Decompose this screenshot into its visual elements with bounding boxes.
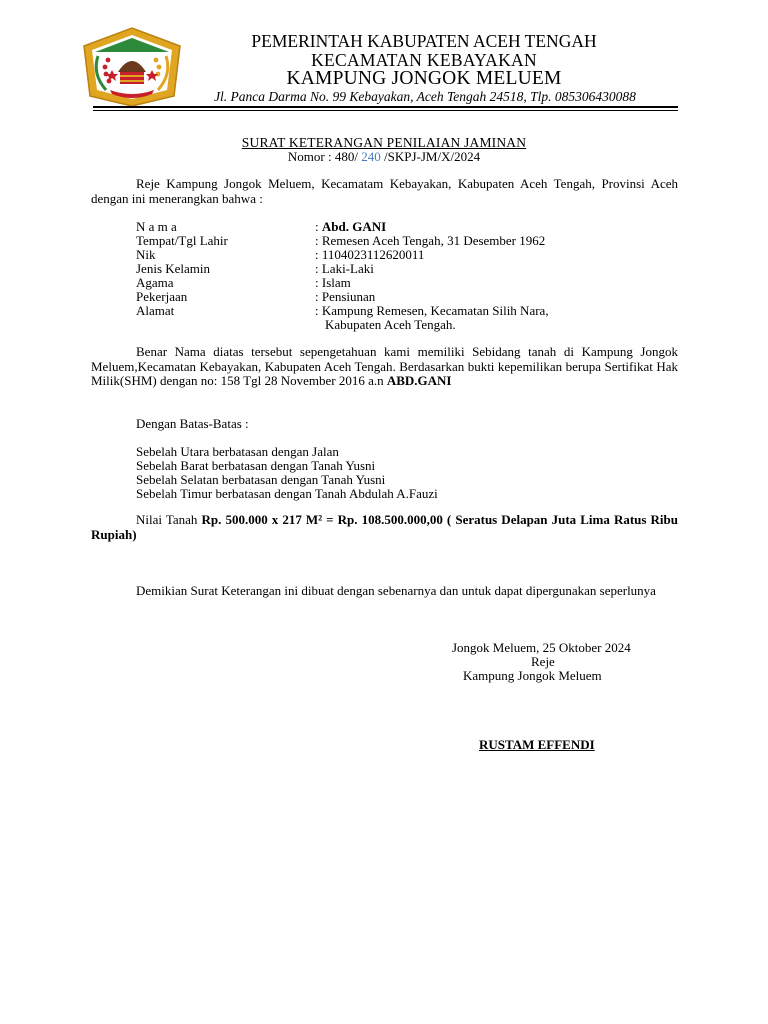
field-value-address-cont: Kabupaten Aceh Tengah. xyxy=(325,317,456,332)
signature-place-date: Jongok Meluem, 25 Oktober 2024 xyxy=(452,640,631,655)
land-value-prefix: Nilai Tanah xyxy=(136,512,202,527)
field-value-gender: : Laki-Laki xyxy=(315,261,374,276)
field-label-nama: N a m a xyxy=(136,219,177,234)
boundary-south: Sebelah Selatan berbatasan dengan Tanah Yusni xyxy=(136,472,386,487)
field-label-gender: Jenis Kelamin xyxy=(136,261,211,276)
letterhead-rule-thin xyxy=(93,110,678,111)
ownership-owner: ABD.GANI xyxy=(386,373,452,389)
letterhead-district: KECAMATAN KEBAYAKAN xyxy=(311,50,537,70)
field-label-nik: Nik xyxy=(136,247,156,262)
letter-number-prefix: Nomor : 480/ xyxy=(287,149,362,164)
letter-number-suffix: /SKPJ-JM/X/2024 xyxy=(380,149,481,164)
letter-title: SURAT KETERANGAN PENILAIAN JAMINAN xyxy=(241,135,527,150)
field-label-religion: Agama xyxy=(136,275,174,290)
intro-paragraph: Reje Kampung Jongok Meluem, Kecamatam Kebayakan, Kabupaten Aceh Tengah, Provinsi Aceh dengan ini menerangkan bahwa : xyxy=(91,176,678,206)
land-value-amount: Rp. 500.000 x 217 M² = Rp. 108.500.000,00 ( Seratus Delapan Juta Lima Ratus Ribu Rupiah) xyxy=(91,512,678,542)
letterhead-rule-thick xyxy=(93,106,678,108)
field-label-address: Alamat xyxy=(136,303,175,318)
signature-office: Kampung Jongok Meluem xyxy=(463,668,602,683)
field-value-nama-bold: Abd. GANI xyxy=(321,219,387,234)
boundary-west: Sebelah Barat berbatasan dengan Tanah Yusni xyxy=(136,458,376,473)
field-value-job: : Pensiunan xyxy=(315,289,376,304)
field-value-ttl: : Remesen Aceh Tengah, 31 Desember 1962 xyxy=(315,233,546,248)
ownership-text: Benar Nama diatas tersebut sepengetahuan kami memiliki Sebidang tanah di Kampung Jongok Meluem,Kecamatan Kebayakan, Kabupaten Aceh Tengah. Berdasarkan bukti kepemilikan berupa Sertifikat Hak Milik(SHM) dengan no: 158 Tgl 28 November 2016 a.n xyxy=(91,344,678,389)
field-value-religion: : Islam xyxy=(315,275,351,290)
boundary-east: Sebelah Timur berbatasan dengan Tanah Abdulah A.Fauzi xyxy=(136,486,438,501)
closing-paragraph: Demikian Surat Keterangan ini dibuat dengan sebenarnya dan untuk dapat dipergunakan seperlunya xyxy=(136,583,656,598)
field-label-ttl: Tempat/Tgl Lahir xyxy=(136,233,228,248)
land-value-paragraph xyxy=(91,513,678,542)
boundaries-heading: Dengan Batas-Batas : xyxy=(136,416,249,431)
ownership-paragraph xyxy=(91,345,678,389)
letterhead-village: KAMPUNG JONGOK MELUEM xyxy=(286,68,562,89)
field-label-job: Pekerjaan xyxy=(136,289,188,304)
boundary-north: Sebelah Utara berbatasan dengan Jalan xyxy=(136,444,339,459)
letter-number xyxy=(90,149,678,165)
signatory-name: RUSTAM EFFENDI xyxy=(479,737,595,752)
field-value-nik: : 1104023112620011 xyxy=(315,247,425,262)
field-value-address: : Kampung Remesen, Kecamatan Silih Nara, xyxy=(315,303,549,318)
letterhead-address: Jl. Panca Darma No. 99 Kebayakan, Aceh Tengah 24518, Tlp. 085306430088 xyxy=(214,89,636,104)
letter-number-value: 240 xyxy=(361,149,381,164)
field-value-nama: : Abd. GANI xyxy=(315,219,387,234)
signature-position: Reje xyxy=(531,654,555,669)
letterhead-government: PEMERINTAH KABUPATEN ACEH TENGAH xyxy=(251,31,597,51)
